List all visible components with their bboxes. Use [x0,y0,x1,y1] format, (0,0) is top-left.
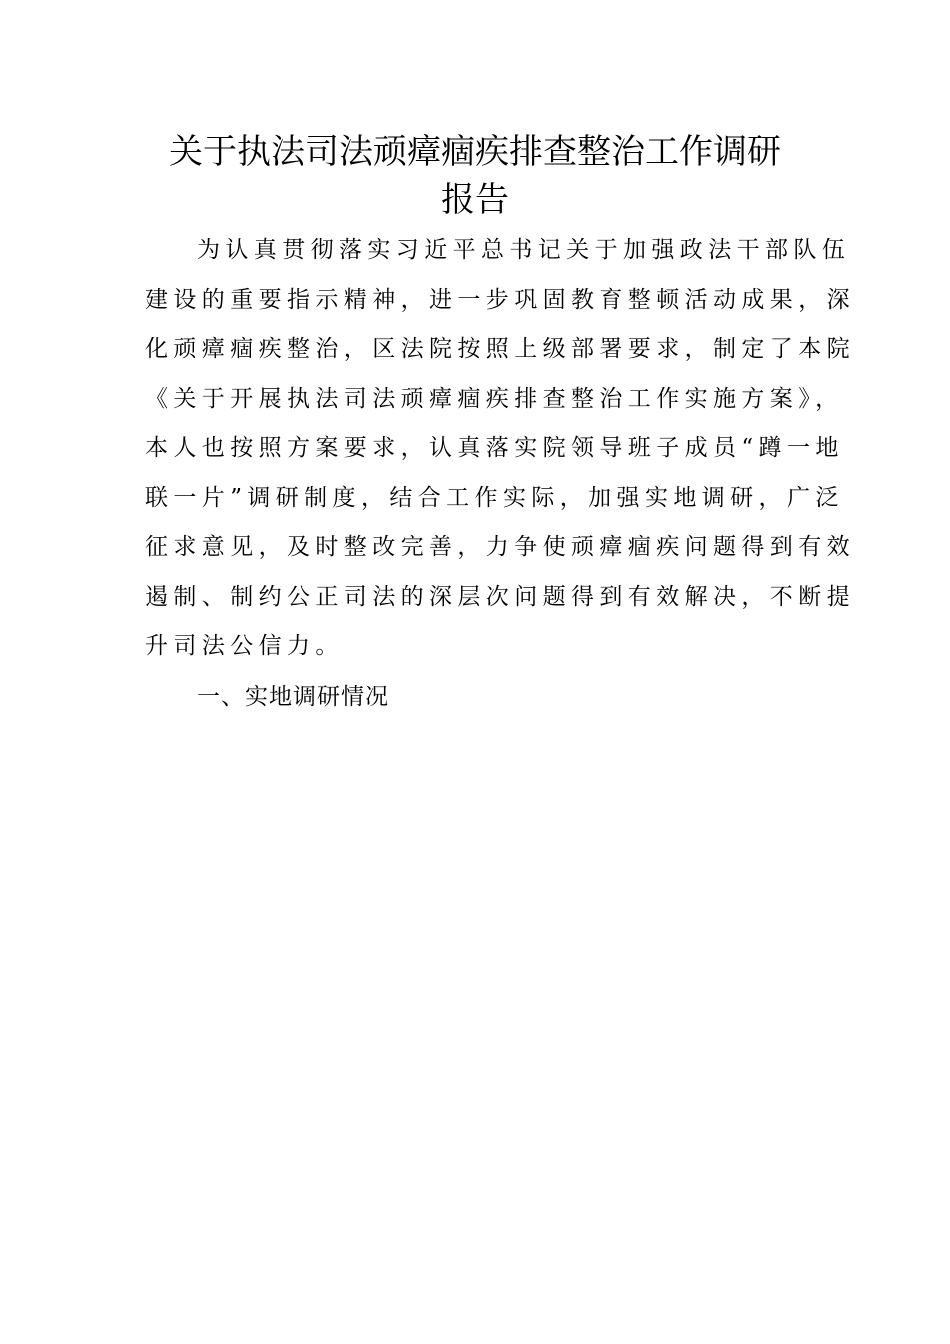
paragraph-line: 遏制、制约公正司法的深层次问题得到有效解决，不断提 [145,583,855,610]
title-line-1: 关于执法司法顽瘴痼疾排查整治工作调研 [169,132,781,172]
title-line-2: 报告 [441,180,509,220]
paragraph-line: 升司法公信力。 [145,633,344,659]
intro-paragraph [145,226,855,672]
paragraph-line: 本人也按照方案要求，认真落实院领导班子成员“蹲一地 [145,435,844,461]
paragraph-line: 征求意见，及时整改完善，力争使顽瘴痼疾问题得到有效 [145,534,855,560]
paragraph-line: 联一片”调研制度，结合工作实际，加强实地调研，广泛 [145,484,844,511]
paragraph-line: 《关于开展执法司法顽瘴痼疾排查整治工作实施方案》， [145,385,844,412]
paragraph-line: 建设的重要指示精神，进一步巩固教育整顿活动成果，深 [145,286,855,313]
document-title [145,128,805,224]
section-heading: 一、实地调研情况 [197,684,389,710]
paragraph-line: 为认真贯彻落实习近平总书记关于加强政法干部队伍 [197,237,851,263]
paragraph-line: 化顽瘴痼疾整治，区法院按照上级部署要求，制定了本院 [145,336,855,362]
